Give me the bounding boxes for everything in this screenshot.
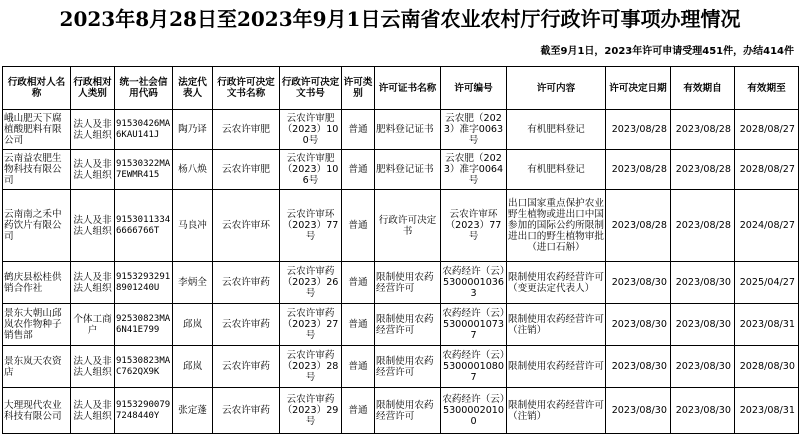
cell-category: 法人及非法人组织 bbox=[71, 346, 115, 388]
cell-permit-type: 普通 bbox=[342, 346, 375, 388]
cell-permit-type: 普通 bbox=[342, 388, 375, 434]
cell-doc-no: 云农许审肥（2023）100号 bbox=[280, 110, 342, 150]
cell-valid-to: 2028/08/30 bbox=[735, 346, 799, 388]
header-cell: 许可证书名称 bbox=[375, 67, 441, 110]
cell-valid-from: 2023/08/30 bbox=[671, 388, 735, 434]
cell-doc-name: 云农许审肥 bbox=[213, 150, 280, 190]
cell-legal-rep: 张定蓬 bbox=[173, 388, 213, 434]
header-cell: 许可内容 bbox=[507, 67, 606, 110]
cell-name: 鹤庆县松桂供销合作社 bbox=[3, 262, 71, 304]
cell-permit-no: 农药经许（云）53000010363 bbox=[441, 262, 507, 304]
cell-name: 云南南之禾中药饮片有限公司 bbox=[3, 190, 71, 262]
cell-cert-name: 限制使用农药经营许可 bbox=[375, 346, 441, 388]
cell-cert-name: 限制使用农药经营许可 bbox=[375, 262, 441, 304]
cell-doc-no: 云农许审药（2023）27号 bbox=[280, 304, 342, 346]
cell-decision-date: 2023/08/28 bbox=[606, 190, 671, 262]
cell-valid-to: 2028/08/27 bbox=[735, 150, 799, 190]
header-cell: 法定代表人 bbox=[173, 67, 213, 110]
cell-decision-date: 2023/08/28 bbox=[606, 110, 671, 150]
cell-cert-name: 行政许可决定书 bbox=[375, 190, 441, 262]
cell-permit-no: 农药经许（云）53000010737 bbox=[441, 304, 507, 346]
cell-decision-date: 2023/08/30 bbox=[606, 388, 671, 434]
cell-doc-no: 云农许审药（2023）29号 bbox=[280, 388, 342, 434]
cell-category: 法人及非法人组织 bbox=[71, 190, 115, 262]
cell-valid-to: 2023/08/31 bbox=[735, 388, 799, 434]
cell-decision-date: 2023/08/28 bbox=[606, 150, 671, 190]
header-cell: 有效期自 bbox=[671, 67, 735, 110]
header-row bbox=[3, 67, 799, 110]
cell-valid-from: 2023/08/28 bbox=[671, 150, 735, 190]
header-cell: 统一社会信用代码 bbox=[115, 67, 173, 110]
page-title: 2023年8月28日至2023年9月1日云南省农业农村厅行政许可事项办理情况 bbox=[59, 7, 741, 31]
cell-credit-code: 91530823MAC762QX9K bbox=[115, 346, 173, 388]
cell-category: 个体工商户 bbox=[71, 304, 115, 346]
cell-doc-name: 云农许审药 bbox=[213, 346, 280, 388]
cell-doc-name: 云农许审药 bbox=[213, 388, 280, 434]
cell-valid-to: 2025/04/27 bbox=[735, 262, 799, 304]
table-row bbox=[3, 262, 799, 304]
cell-name: 景东大朝山邱岚农作物种子销售部 bbox=[3, 304, 71, 346]
cell-doc-name: 云农许审药 bbox=[213, 304, 280, 346]
cell-permit-no: 农药经许（云）53000010807 bbox=[441, 346, 507, 388]
cell-doc-no: 云农许审肥（2023）106号 bbox=[280, 150, 342, 190]
cell-permit-no: 云农许审环（2023）77号 bbox=[441, 190, 507, 262]
header-cell: 行政许可决定文书名称 bbox=[213, 67, 280, 110]
header-cell: 行政许可决定文书号 bbox=[280, 67, 342, 110]
table-row bbox=[3, 190, 799, 262]
header-cell: 行政相对人名称 bbox=[3, 67, 71, 110]
cell-permit-type: 普通 bbox=[342, 304, 375, 346]
cell-legal-rep: 陶乃译 bbox=[173, 110, 213, 150]
cell-permit-no: 农药经许（云）53000020100 bbox=[441, 388, 507, 434]
cell-legal-rep: 李炳全 bbox=[173, 262, 213, 304]
cell-decision-date: 2023/08/30 bbox=[606, 304, 671, 346]
table-row bbox=[3, 110, 799, 150]
cell-content: 有机肥料登记 bbox=[507, 110, 606, 150]
header-cell: 行政相对人类别 bbox=[71, 67, 115, 110]
cell-cert-name: 肥料登记证书 bbox=[375, 150, 441, 190]
cell-permit-no: 云农肥（2023）准字0063号 bbox=[441, 110, 507, 150]
cell-permit-no: 云农肥（2023）准字0064号 bbox=[441, 150, 507, 190]
cell-category: 法人及非法人组织 bbox=[71, 262, 115, 304]
table-row bbox=[3, 388, 799, 434]
cell-valid-from: 2023/08/28 bbox=[671, 190, 735, 262]
cell-valid-to: 2023/08/31 bbox=[735, 304, 799, 346]
cell-legal-rep: 杨八焕 bbox=[173, 150, 213, 190]
cell-doc-no: 云农许审药（2023）28号 bbox=[280, 346, 342, 388]
header-cell: 许可编号 bbox=[441, 67, 507, 110]
permit-table bbox=[2, 66, 799, 434]
summary-note: 截至9月1日，2023年许可申请受理451件，办结414件 bbox=[540, 46, 794, 57]
cell-doc-name: 云农许审肥 bbox=[213, 110, 280, 150]
cell-valid-from: 2023/08/28 bbox=[671, 110, 735, 150]
table-row bbox=[3, 150, 799, 190]
cell-category: 法人及非法人组织 bbox=[71, 150, 115, 190]
cell-permit-type: 普通 bbox=[342, 190, 375, 262]
cell-name: 景东岚天农资店 bbox=[3, 346, 71, 388]
cell-doc-no: 云农许审药（2023）26号 bbox=[280, 262, 342, 304]
cell-name: 云南益农肥生物科技有限公司 bbox=[3, 150, 71, 190]
header-cell: 许可类别 bbox=[342, 67, 375, 110]
cell-content: 限制使用农药经营许可（注销） bbox=[507, 304, 606, 346]
table-row bbox=[3, 346, 799, 388]
cell-legal-rep: 邱岚 bbox=[173, 346, 213, 388]
cell-credit-code: 91530426MA6KAU141J bbox=[115, 110, 173, 150]
header-cell: 许可决定日期 bbox=[606, 67, 671, 110]
cell-content: 限制使用农药经营许可（变更法定代表人） bbox=[507, 262, 606, 304]
cell-doc-name: 云农许审药 bbox=[213, 262, 280, 304]
cell-name: 峨山肥天下腐植酸肥料有限公司 bbox=[3, 110, 71, 150]
cell-category: 法人及非法人组织 bbox=[71, 110, 115, 150]
table-row bbox=[3, 304, 799, 346]
cell-legal-rep: 邱岚 bbox=[173, 304, 213, 346]
cell-decision-date: 2023/08/30 bbox=[606, 346, 671, 388]
cell-valid-from: 2023/08/30 bbox=[671, 346, 735, 388]
cell-valid-from: 2023/08/30 bbox=[671, 262, 735, 304]
cell-permit-type: 普通 bbox=[342, 262, 375, 304]
cell-valid-to: 2028/08/27 bbox=[735, 110, 799, 150]
cell-content: 限制使用农药经营许可（注销） bbox=[507, 388, 606, 434]
cell-category: 法人及非法人组织 bbox=[71, 388, 115, 434]
cell-credit-code: 91532932918901240U bbox=[115, 262, 173, 304]
cell-valid-to: 2024/08/27 bbox=[735, 190, 799, 262]
cell-valid-from: 2023/08/30 bbox=[671, 304, 735, 346]
cell-content: 出口国家重点保护农业野生植物或进出口中国参加的国际公约所限制进出口的野生植物审批（进口石斛） bbox=[507, 190, 606, 262]
cell-cert-name: 限制使用农药经营许可 bbox=[375, 388, 441, 434]
cell-cert-name: 肥料登记证书 bbox=[375, 110, 441, 150]
cell-name: 大理现代农业科技有限公司 bbox=[3, 388, 71, 434]
cell-cert-name: 限制使用农药经营许可 bbox=[375, 304, 441, 346]
cell-doc-name: 云农许审环 bbox=[213, 190, 280, 262]
cell-content: 有机肥料登记 bbox=[507, 150, 606, 190]
cell-legal-rep: 马良冲 bbox=[173, 190, 213, 262]
cell-permit-type: 普通 bbox=[342, 110, 375, 150]
cell-content: 限制使用农药经营许可 bbox=[507, 346, 606, 388]
cell-credit-code: 91530113346666766T bbox=[115, 190, 173, 262]
cell-credit-code: 91530322MA7EWMR415 bbox=[115, 150, 173, 190]
cell-doc-no: 云农许审环（2023）77号 bbox=[280, 190, 342, 262]
cell-decision-date: 2023/08/30 bbox=[606, 262, 671, 304]
cell-credit-code: 91532900797248440Y bbox=[115, 388, 173, 434]
cell-permit-type: 普通 bbox=[342, 150, 375, 190]
header-cell: 有效期至 bbox=[735, 67, 799, 110]
cell-credit-code: 92530823MA6N41E799 bbox=[115, 304, 173, 346]
